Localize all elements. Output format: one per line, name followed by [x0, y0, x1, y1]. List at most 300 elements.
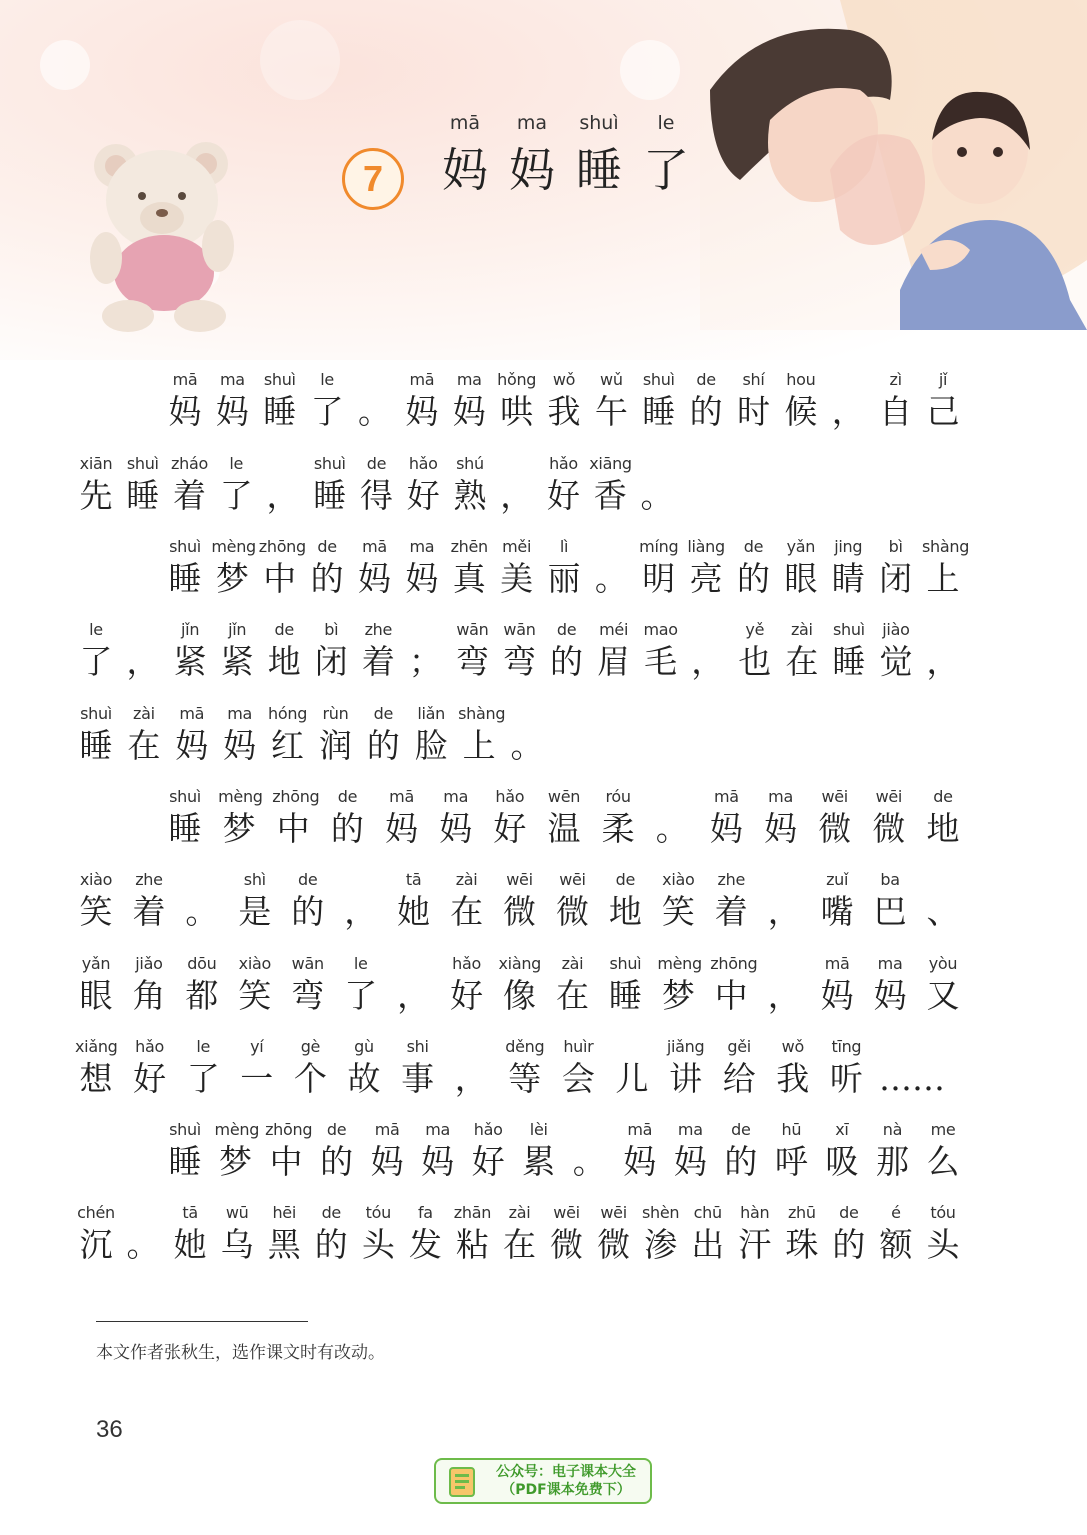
syllable	[164, 1118, 206, 1182]
pinyin: de	[615, 870, 636, 889]
hanzi: 的	[724, 1142, 758, 1181]
hanzi: 微	[597, 1225, 631, 1264]
hanzi: 的	[314, 1225, 348, 1264]
title-character: 妈	[509, 143, 555, 197]
syllable	[604, 952, 646, 1016]
pinyin: hǎo	[549, 454, 578, 473]
hanzi: 我	[776, 1059, 810, 1098]
syllable	[366, 1118, 408, 1182]
syllable	[326, 785, 368, 849]
pinyin: hū	[781, 1120, 802, 1139]
pinyin: tīng	[831, 1037, 862, 1056]
syllable	[546, 618, 588, 682]
hanzi: 得	[360, 476, 393, 515]
hanzi: 渗	[644, 1225, 678, 1264]
syllable	[169, 618, 211, 682]
hanzi: 的	[366, 726, 400, 765]
hanzi: 头	[926, 1225, 960, 1264]
pinyin: shuì	[642, 370, 675, 389]
syllable	[543, 785, 585, 849]
hanzi: 了	[344, 976, 378, 1015]
hanzi: 好	[547, 476, 580, 515]
bokeh-light	[260, 20, 340, 100]
hanzi: 好	[450, 976, 484, 1015]
syllable	[499, 618, 541, 682]
pinyin: é	[891, 1203, 901, 1222]
syllable	[449, 452, 491, 516]
pinyin	[122, 1201, 164, 1225]
syllable	[589, 452, 631, 516]
hanzi: ，	[397, 976, 431, 1015]
syllable	[75, 1035, 117, 1099]
pinyin	[879, 1035, 921, 1059]
syllable	[310, 618, 352, 682]
pinyin: wǒ	[781, 1037, 804, 1056]
pinyin: hǒng	[497, 370, 537, 389]
punctuation	[393, 952, 435, 1016]
pinyin: xiān	[79, 454, 113, 473]
syllable	[75, 868, 117, 932]
pinyin: hǎo	[135, 1037, 165, 1056]
pinyin: ba	[880, 870, 900, 889]
hanzi: ，	[500, 476, 534, 515]
hanzi: 好	[471, 1142, 505, 1181]
hanzi: 好	[133, 1059, 167, 1098]
hanzi: 在	[127, 726, 161, 765]
hanzi: 眉	[597, 642, 631, 681]
syllable	[590, 368, 632, 432]
hanzi: 午	[594, 392, 628, 431]
footnote-divider	[96, 1321, 308, 1322]
pinyin: yǎn	[786, 537, 816, 556]
punctuation	[651, 785, 693, 849]
pinyin: rùn	[322, 704, 349, 723]
hanzi: ，	[767, 976, 801, 1015]
syllable	[401, 368, 443, 432]
pinyin: bì	[324, 620, 339, 639]
title-character: 了	[643, 143, 689, 197]
hanzi: 角	[132, 976, 166, 1015]
syllable	[216, 1201, 258, 1265]
syllable	[875, 618, 917, 682]
hanzi: ，	[831, 392, 865, 431]
text-line	[0, 785, 1087, 867]
hanzi: 妈	[175, 726, 209, 765]
syllable	[869, 868, 911, 932]
punctuation	[450, 1035, 492, 1099]
pinyin	[611, 1035, 653, 1059]
hanzi: 妈	[358, 559, 391, 598]
syllable	[129, 1035, 171, 1099]
syllable	[638, 368, 680, 432]
pinyin: zhōng	[265, 1120, 313, 1139]
pinyin: xiǎng	[75, 1037, 118, 1056]
pinyin	[687, 618, 729, 642]
hanzi: 先	[79, 476, 113, 515]
hanzi: 红	[271, 726, 305, 765]
pinyin: de	[337, 787, 358, 806]
hanzi: 中	[276, 809, 310, 848]
pinyin: lèi	[529, 1120, 548, 1139]
hanzi: ，	[691, 642, 725, 681]
hanzi: 累	[522, 1142, 556, 1181]
punctuation	[340, 868, 382, 932]
hanzi: 吸	[825, 1142, 859, 1181]
pinyin: tóu	[365, 1203, 391, 1222]
hanzi: 。	[185, 892, 219, 931]
hanzi: 己	[926, 392, 960, 431]
pinyin	[651, 785, 693, 809]
syllable	[393, 868, 435, 932]
pinyin: de	[696, 370, 716, 389]
syllable	[410, 702, 452, 766]
syllable	[309, 452, 351, 516]
syllable	[821, 1118, 863, 1182]
page-number: 36	[96, 1416, 123, 1443]
pinyin: shuì	[609, 954, 642, 973]
text-line	[0, 452, 1087, 534]
hanzi: 微	[550, 1225, 584, 1264]
syllable	[593, 1201, 635, 1265]
pinyin: mā	[179, 704, 205, 723]
syllable	[557, 1035, 599, 1099]
hanzi: ；	[408, 642, 442, 681]
pinyin: wēi	[506, 870, 533, 889]
hanzi: 个	[293, 1059, 327, 1098]
syllable	[211, 368, 253, 432]
hanzi: 亮	[689, 559, 723, 598]
syllable	[128, 952, 170, 1016]
pinyin: ma	[425, 1120, 451, 1139]
watermark-stamp	[434, 1458, 652, 1504]
pinyin	[922, 868, 964, 892]
syllable	[718, 1035, 760, 1099]
pinyin: zài	[455, 870, 478, 889]
hanzi: 妈	[709, 809, 743, 848]
syllable	[181, 952, 223, 1016]
pinyin: huìr	[563, 1037, 594, 1056]
hanzi: 妈	[385, 809, 419, 848]
punctuation	[181, 868, 223, 932]
pinyin: gè	[300, 1037, 321, 1056]
syllable	[357, 1201, 399, 1265]
syllable	[760, 785, 802, 849]
syllable	[259, 368, 301, 432]
syllable	[669, 1118, 711, 1182]
pinyin: tā	[405, 870, 422, 889]
punctuation	[611, 1035, 653, 1099]
hanzi: 妈	[223, 726, 257, 765]
text-line	[0, 618, 1087, 700]
punctuation	[506, 702, 548, 766]
pinyin: nà	[882, 1120, 903, 1139]
pinyin: ma	[443, 787, 469, 806]
syllable	[272, 785, 320, 849]
pinyin	[262, 452, 304, 476]
text-line	[0, 1201, 1087, 1283]
pinyin: de	[731, 1120, 751, 1139]
pinyin: zhōng	[710, 954, 758, 973]
pinyin: wēi	[553, 1203, 580, 1222]
syllable	[216, 618, 258, 682]
title-syllable	[497, 112, 567, 200]
pinyin: děng	[505, 1037, 545, 1056]
syllable	[551, 868, 593, 932]
pinyin: zhēn	[450, 537, 488, 556]
book-icon	[448, 1466, 476, 1498]
hanzi: 我	[547, 392, 581, 431]
pinyin: ma	[227, 704, 253, 723]
pinyin: mā	[172, 370, 198, 389]
hanzi: 妈	[764, 809, 798, 848]
syllable	[770, 1118, 812, 1182]
pinyin: de	[326, 1120, 347, 1139]
syllable	[543, 368, 585, 432]
pinyin: liàng	[687, 537, 725, 556]
pinyin: wān	[503, 620, 536, 639]
punctuation	[687, 618, 729, 682]
pinyin: hǎo	[495, 787, 525, 806]
pinyin: zài	[133, 704, 155, 723]
pinyin: zuǐ	[826, 870, 849, 889]
pinyin: róu	[605, 787, 631, 806]
hanzi: 妈	[168, 392, 202, 431]
hanzi: 了	[310, 392, 344, 431]
hanzi: 头	[361, 1225, 395, 1264]
hanzi: 熟	[453, 476, 487, 515]
pinyin: zài	[561, 954, 584, 973]
hanzi: 一	[240, 1059, 274, 1098]
syllable	[780, 368, 822, 432]
syllable	[289, 1035, 331, 1099]
hanzi: 脸	[414, 726, 448, 765]
syllable	[404, 1201, 446, 1265]
syllable	[218, 785, 263, 849]
hanzi: ，	[344, 892, 378, 931]
pinyin: xiào	[79, 870, 113, 889]
syllable	[287, 952, 329, 1016]
pinyin: mā	[362, 537, 387, 556]
pinyin: jǐn	[181, 620, 200, 639]
pinyin	[506, 702, 548, 726]
syllable	[356, 452, 398, 516]
syllable	[816, 952, 858, 1016]
hanzi: 那	[875, 1142, 909, 1181]
stamp-text	[484, 1463, 648, 1499]
syllable	[362, 702, 404, 766]
hanzi: 弯	[291, 976, 325, 1015]
syllable	[397, 1035, 439, 1099]
pinyin: shuì	[313, 454, 346, 473]
hanzi: 丽	[547, 559, 581, 598]
pinyin: wēi	[821, 787, 848, 806]
hanzi: 给	[722, 1059, 756, 1098]
hanzi: 梦	[222, 809, 256, 848]
pinyin: mā	[409, 370, 435, 389]
syllable	[215, 452, 257, 516]
hanzi: 紧	[220, 642, 254, 681]
hanzi: 睡	[168, 809, 202, 848]
hanzi: ，	[126, 642, 160, 681]
syllable	[816, 868, 858, 932]
hanzi: 是	[238, 892, 272, 931]
bokeh-light	[40, 40, 90, 90]
syllable	[402, 452, 444, 516]
punctuation	[763, 868, 805, 932]
hanzi: 哄	[500, 392, 534, 431]
pinyin: de	[298, 870, 318, 889]
pinyin: le	[229, 454, 244, 473]
syllable	[182, 1035, 224, 1099]
syllable	[640, 618, 682, 682]
pinyin: de	[317, 537, 337, 556]
pinyin: mā	[714, 787, 739, 806]
pinyin: tóu	[930, 1203, 956, 1222]
hanzi: 妈	[421, 1142, 455, 1181]
pinyin: shàng	[458, 704, 506, 723]
hanzi: 在	[555, 976, 589, 1015]
pinyin	[636, 452, 678, 476]
hanzi: 巴	[873, 892, 907, 931]
syllable	[638, 535, 680, 599]
hanzi: 微	[503, 892, 536, 931]
hanzi: 眼	[79, 976, 113, 1015]
hanzi: 了	[219, 476, 253, 515]
syllable	[123, 702, 165, 766]
syllable	[922, 368, 964, 432]
pinyin: hou	[786, 370, 816, 389]
stamp-line-1: 公众号：电子课本大全	[496, 1464, 636, 1480]
pinyin: shì	[243, 870, 266, 889]
hanzi: 了	[186, 1059, 220, 1098]
pinyin	[450, 1035, 492, 1059]
hanzi: 睡	[79, 726, 113, 765]
title-character: 妈	[442, 143, 488, 197]
pinyin: jiǎng	[666, 1037, 705, 1056]
bokeh-light	[620, 40, 680, 100]
hanzi: 妈	[439, 809, 473, 848]
pinyin: de	[933, 787, 953, 806]
syllable	[263, 1201, 305, 1265]
syllable	[825, 1035, 867, 1099]
pinyin: ma	[409, 537, 435, 556]
pinyin: jiǎo	[135, 954, 163, 973]
pinyin: zì	[889, 370, 902, 389]
syllable	[357, 618, 399, 682]
hanzi: 事	[401, 1059, 435, 1098]
pinyin: jiào	[882, 620, 910, 639]
hanzi: 妈	[215, 392, 249, 431]
hanzi: 发	[408, 1225, 442, 1264]
pinyin: yǎn	[81, 954, 111, 973]
syllable	[781, 618, 823, 682]
pinyin: chū	[693, 1203, 722, 1222]
hanzi: 微	[818, 809, 852, 848]
syllable	[687, 1201, 729, 1265]
punctuation	[262, 452, 304, 516]
pinyin: zài	[508, 1203, 531, 1222]
hanzi: 听	[829, 1059, 863, 1098]
hanzi: 妈	[820, 976, 854, 1015]
hanzi: 她	[397, 892, 431, 931]
syllable	[122, 452, 164, 516]
hanzi: ，	[926, 642, 960, 681]
pinyin	[568, 1118, 610, 1142]
syllable	[234, 952, 276, 1016]
hanzi: 闭	[314, 642, 348, 681]
pinyin: jǐn	[228, 620, 247, 639]
pinyin: xiàng	[498, 954, 542, 973]
pinyin: lì	[559, 537, 569, 556]
pinyin: de	[366, 454, 387, 473]
pinyin: ma	[768, 787, 793, 806]
hanzi: 睡	[168, 559, 202, 598]
hanzi: 的	[330, 809, 364, 848]
pinyin	[354, 368, 396, 392]
pinyin: shuì	[126, 454, 159, 473]
title-character: 睡	[576, 143, 622, 197]
hanzi: 弯	[455, 642, 489, 681]
hanzi: 。	[510, 726, 544, 765]
hanzi: 笑	[661, 892, 695, 931]
syllable	[593, 618, 635, 682]
pinyin	[763, 952, 805, 976]
pinyin: mèng	[657, 954, 702, 973]
title-pinyin: shuì	[579, 112, 619, 134]
hanzi: 觉	[879, 642, 913, 681]
hanzi: 自	[879, 392, 913, 431]
title-syllable	[564, 112, 634, 200]
hanzi: 乌	[220, 1225, 254, 1264]
syllable	[448, 368, 490, 432]
syllable	[310, 1201, 352, 1265]
pinyin: chén	[77, 1203, 115, 1222]
pinyin: mèng	[211, 537, 256, 556]
title-pinyin: le	[657, 112, 675, 134]
syllable	[164, 785, 206, 849]
pinyin: xiào	[662, 870, 695, 889]
pinyin: wān	[456, 620, 489, 639]
syllable	[922, 785, 964, 849]
hanzi: 微	[872, 809, 906, 848]
pinyin: yě	[745, 620, 765, 639]
pinyin	[122, 618, 164, 642]
pinyin: ma	[219, 370, 245, 389]
hanzi: 弯	[503, 642, 536, 681]
pinyin: jing	[834, 537, 863, 556]
pinyin: wēi	[559, 870, 586, 889]
syllable	[720, 1118, 762, 1182]
hanzi: 中	[263, 559, 297, 598]
mother-child-illustration	[700, 0, 1087, 330]
pinyin: le	[196, 1037, 211, 1056]
syllable	[665, 1035, 707, 1099]
hanzi: 睡	[168, 1142, 202, 1181]
syllable	[128, 868, 170, 932]
text-line	[0, 1118, 1087, 1200]
syllable	[171, 702, 213, 766]
syllable	[169, 1201, 211, 1265]
pinyin: shuì	[263, 370, 296, 389]
hanzi: 地	[926, 809, 960, 848]
syllable	[504, 1035, 546, 1099]
syllable	[451, 1201, 493, 1265]
pinyin: bì	[888, 537, 903, 556]
hanzi: 候	[784, 392, 818, 431]
hanzi: 么	[926, 1142, 960, 1181]
pinyin: liǎn	[417, 704, 446, 723]
hanzi: 中	[714, 976, 748, 1015]
